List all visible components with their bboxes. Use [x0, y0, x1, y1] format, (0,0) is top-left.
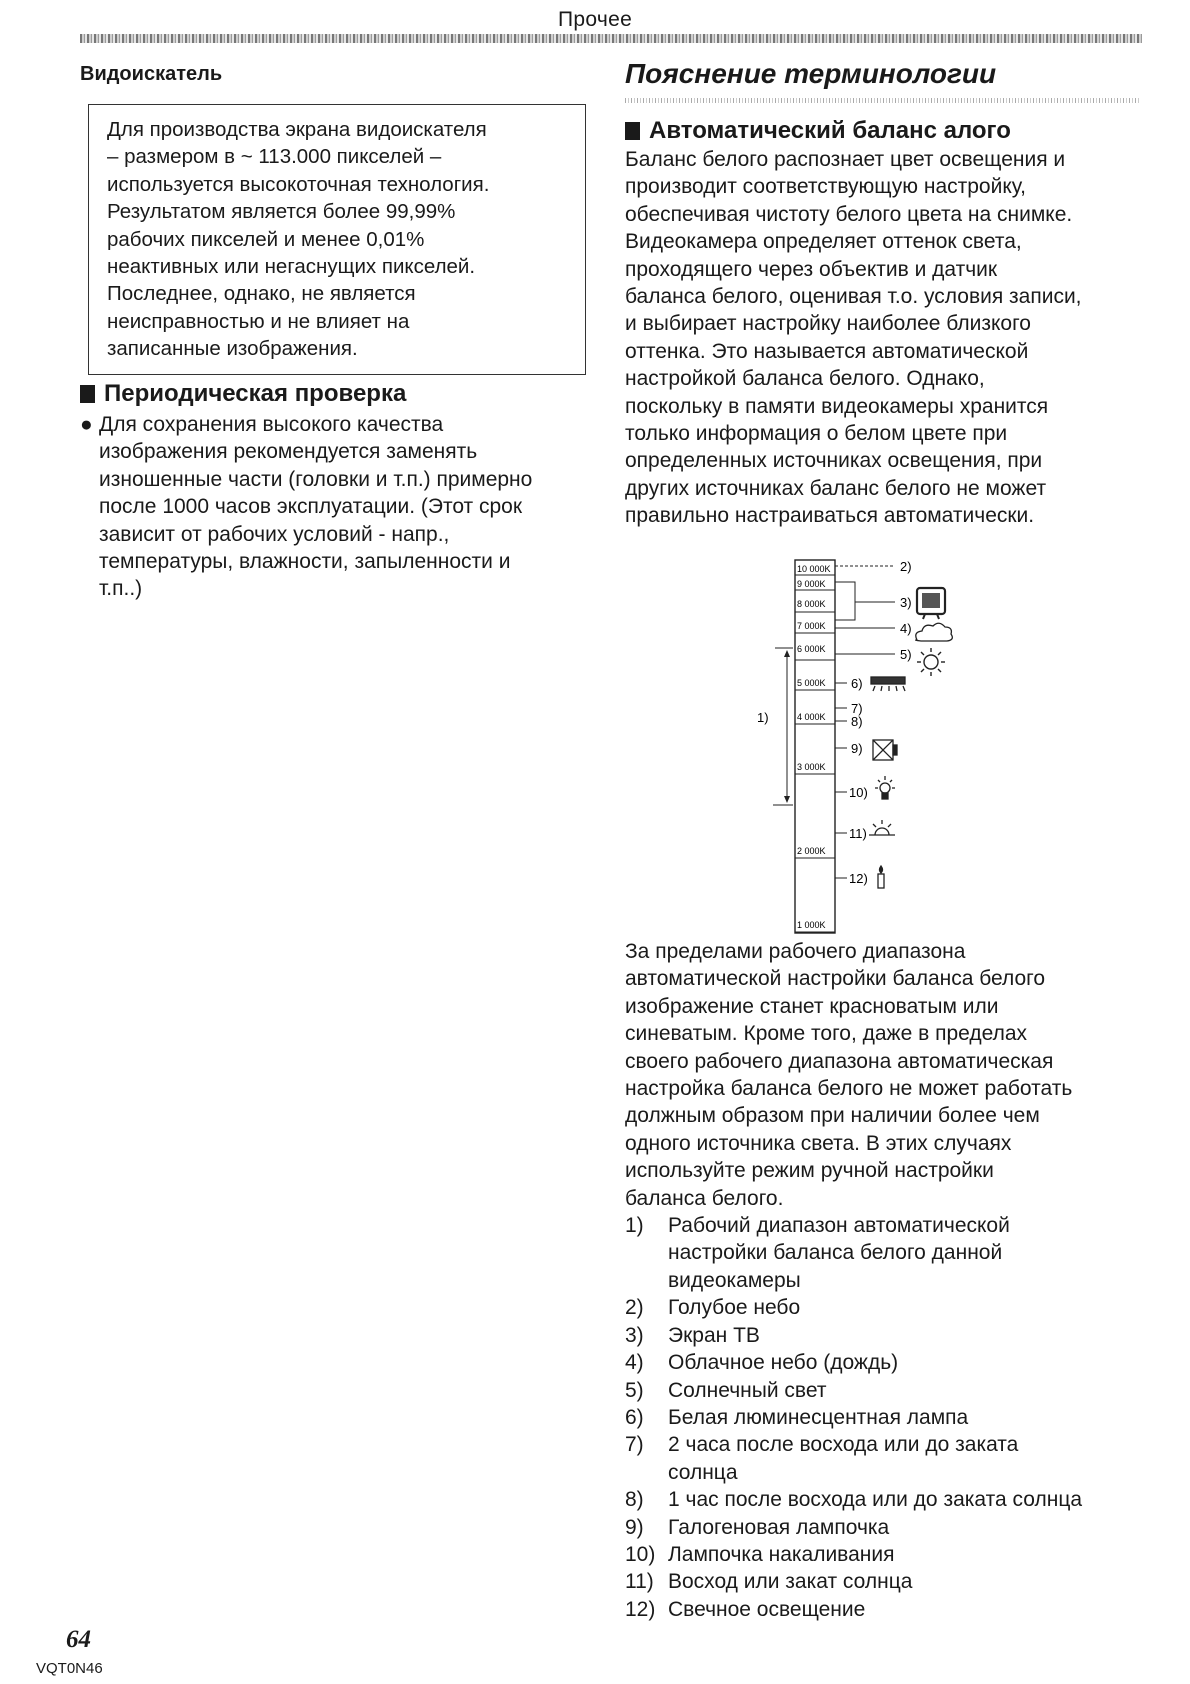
legend-line: Галогеновая лампочка — [668, 1515, 890, 1539]
tv-icon — [917, 588, 945, 619]
legend-number: 2) — [625, 1296, 644, 1320]
legend-item — [625, 1294, 1145, 1321]
after-line: автоматической настройки баланса белого — [625, 967, 1046, 991]
legend-line: Голубое небо — [668, 1296, 801, 1320]
legend-item — [625, 1596, 1145, 1623]
callout-label: 2) — [900, 559, 912, 574]
bullet-line: Для сохранения высокого качества — [99, 413, 444, 436]
color-temperature-diagram — [757, 559, 1035, 940]
awb-title: Автоматический баланс алого — [649, 117, 1011, 144]
legend-line: Солнечный свет — [668, 1378, 827, 1402]
note-line: неисправностью и не влияет на — [107, 309, 410, 333]
periodic-check-section — [80, 380, 590, 603]
after-line: настройка баланса белого не может работать — [625, 1077, 1073, 1101]
callout-label: 12) — [849, 871, 868, 886]
legend-item — [625, 1541, 1145, 1568]
awb-heading — [625, 117, 1145, 145]
legend-line: Свечное освещение — [668, 1597, 866, 1621]
header-rule — [80, 34, 1142, 43]
legend-list — [625, 1212, 1145, 1623]
bullet-line: температуры, влажности, запыленности и — [99, 550, 511, 574]
legend-item — [625, 1212, 1145, 1294]
awb-line: поскольку в памяти видеокамеры хранится — [625, 394, 1049, 418]
awb-line: оттенка. Это называется автоматической — [625, 339, 1029, 363]
awb-line: проходящего через объектив и датчик — [625, 257, 998, 281]
legend-line: 2 часа после восхода или до заката — [668, 1433, 1019, 1457]
legend-item — [625, 1514, 1145, 1541]
note-line: используется высокоточная технология. — [107, 172, 490, 196]
page-number: 64 — [66, 1626, 91, 1653]
awb-line: определенных источниках освещения, при — [625, 449, 1043, 473]
awb-line: других источниках баланс белого не может — [625, 476, 1047, 500]
legend-number: 1) — [625, 1214, 644, 1238]
legend-line: Облачное небо (дождь) — [668, 1351, 899, 1375]
note-line: записанные изображения. — [107, 337, 358, 361]
fluorescent-lamp-icon — [871, 677, 905, 691]
legend-number: 5) — [625, 1378, 644, 1402]
legend-number: 9) — [625, 1515, 644, 1539]
after-diagram-section — [625, 938, 1145, 1623]
callout-label: 5) — [900, 647, 912, 662]
sun-icon — [917, 648, 945, 676]
legend-item — [625, 1486, 1145, 1513]
callout-label: 4) — [900, 621, 912, 636]
awb-line: и выбирает настройку наиболее близкого — [625, 312, 1031, 336]
bullet-line: т.п..) — [99, 577, 143, 601]
legend-item — [625, 1404, 1145, 1431]
callout-label: 7) — [851, 701, 863, 716]
bullet-line: после 1000 часов эксплуатации. (Этот срок — [99, 495, 523, 519]
legend-line: видеокамеры — [668, 1268, 801, 1292]
halogen-lamp-icon — [873, 740, 897, 760]
candle-icon — [878, 866, 884, 888]
awb-line: баланса белого, оценивая т.о. условия записи, — [625, 285, 1082, 309]
cloud-icon — [916, 623, 953, 641]
sunset-icon — [869, 820, 895, 835]
document-code: VQT0N46 — [36, 1660, 103, 1677]
light-bulb-icon — [875, 776, 895, 799]
range-arrow-head — [784, 796, 790, 803]
after-line: должным образом при наличии более чем — [625, 1104, 1040, 1128]
terminology-title: Пояснение терминологии — [625, 58, 997, 89]
legend-item — [625, 1322, 1145, 1349]
range-label: 1) — [757, 710, 769, 725]
scale-label: 10 000K — [797, 564, 831, 574]
scale-label: 9 000K — [797, 579, 826, 589]
legend-line: Экран ТВ — [668, 1323, 760, 1347]
bullet-line: изображения рекомендуется заменять — [99, 440, 478, 464]
scale-label: 7 000K — [797, 621, 826, 631]
viewfinder-note-box — [88, 104, 586, 375]
legend-item — [625, 1377, 1145, 1404]
periodic-check-title: Периодическая проверка — [104, 380, 407, 407]
after-line: используйте режим ручной настройки — [625, 1159, 994, 1183]
awb-line: производит соответствующую настройку, — [625, 175, 1026, 199]
heading-square-icon — [625, 122, 640, 140]
heading-square-icon — [80, 385, 95, 403]
note-line: – размером в ~ 113.000 пикселей – — [107, 145, 442, 169]
note-line: Последнее, однако, не является — [107, 282, 416, 306]
callout-label: 3) — [900, 595, 912, 610]
legend-item — [625, 1431, 1145, 1486]
legend-number: 4) — [625, 1351, 644, 1375]
title-rule — [625, 98, 1140, 103]
legend-item — [625, 1349, 1145, 1376]
after-line: синеватым. Кроме того, даже в пределах — [625, 1022, 1028, 1046]
legend-line: солнца — [668, 1460, 738, 1484]
after-line: баланса белого. — [625, 1186, 784, 1210]
legend-line: Рабочий диапазон автоматической — [668, 1214, 1010, 1238]
scale-label: 3 000K — [797, 762, 826, 772]
periodic-check-item — [80, 411, 590, 603]
after-line: За пределами рабочего диапазона — [625, 940, 966, 963]
after-line: одного источника света. В этих случаях — [625, 1131, 1012, 1155]
legend-number: 3) — [625, 1323, 644, 1347]
legend-line: настройки баланса белого данной — [668, 1241, 1003, 1265]
legend-line: Восход или закат солнца — [668, 1570, 913, 1594]
scale-label: 1 000K — [797, 920, 826, 930]
awb-line: настройкой баланса белого. Однако, — [625, 367, 985, 391]
after-line: изображение станет красноватым или — [625, 994, 999, 1018]
note-line: Результатом является более 99,99% — [107, 200, 456, 224]
legend-number: 8) — [625, 1488, 644, 1512]
awb-line: Баланс белого распознает цвет освещения и — [625, 148, 1066, 171]
callout-label: 8) — [851, 714, 863, 729]
awb-body — [625, 146, 1145, 530]
callout-label: 6) — [851, 676, 863, 691]
tv-bracket — [835, 582, 855, 620]
legend-number: 12) — [625, 1597, 656, 1621]
bullet-line: зависит от рабочих условий - напр., — [99, 522, 450, 546]
bullet-icon: ● — [80, 413, 93, 436]
awb-line: правильно настраиваться автоматически. — [625, 504, 1035, 528]
legend-item — [625, 1568, 1145, 1595]
legend-number: 7) — [625, 1433, 644, 1457]
after-line: своего рабочего диапазона автоматическая — [625, 1049, 1054, 1073]
periodic-check-heading — [80, 380, 590, 408]
note-line: рабочих пикселей и менее 0,01% — [107, 227, 425, 251]
left-column — [80, 60, 590, 601]
kelvin-scale-bar — [795, 560, 835, 933]
awb-line: обеспечивая чистоту белого цвета на снимке. — [625, 202, 1073, 226]
callout-label: 10) — [849, 785, 868, 800]
section-label: Прочее — [557, 8, 633, 31]
scale-label: 8 000K — [797, 599, 826, 609]
right-column — [625, 58, 1145, 530]
callout-label: 9) — [851, 741, 863, 756]
awb-line: только информация о белом цвете при — [625, 422, 1008, 446]
legend-number: 11) — [625, 1570, 654, 1594]
scale-label: 5 000K — [797, 678, 826, 688]
legend-line: 1 час после восхода или до заката солнца — [668, 1488, 1083, 1512]
legend-line: Белая люминесцентная лампа — [668, 1405, 969, 1429]
scale-label: 6 000K — [797, 644, 826, 654]
legend-number: 10) — [625, 1542, 656, 1566]
legend-text — [668, 1431, 1018, 1486]
scale-label: 2 000K — [797, 846, 826, 856]
awb-line: Видеокамера определяет оттенок света, — [625, 230, 1022, 254]
callout-label: 11) — [849, 826, 867, 841]
scale-label: 4 000K — [797, 712, 826, 722]
viewfinder-heading: Видоискатель — [80, 63, 223, 85]
note-line: неактивных или негаснущих пикселей. — [107, 255, 476, 279]
color-temperature-svg — [757, 559, 1035, 940]
range-arrow-head — [784, 650, 790, 657]
note-line: Для производства экрана видоискателя — [107, 118, 487, 141]
legend-line: Лампочка накаливания — [668, 1542, 895, 1566]
legend-number: 6) — [625, 1405, 644, 1429]
bullet-line: изношенные части (головки и т.п.) примерно — [99, 467, 533, 491]
legend-text — [668, 1212, 1010, 1294]
